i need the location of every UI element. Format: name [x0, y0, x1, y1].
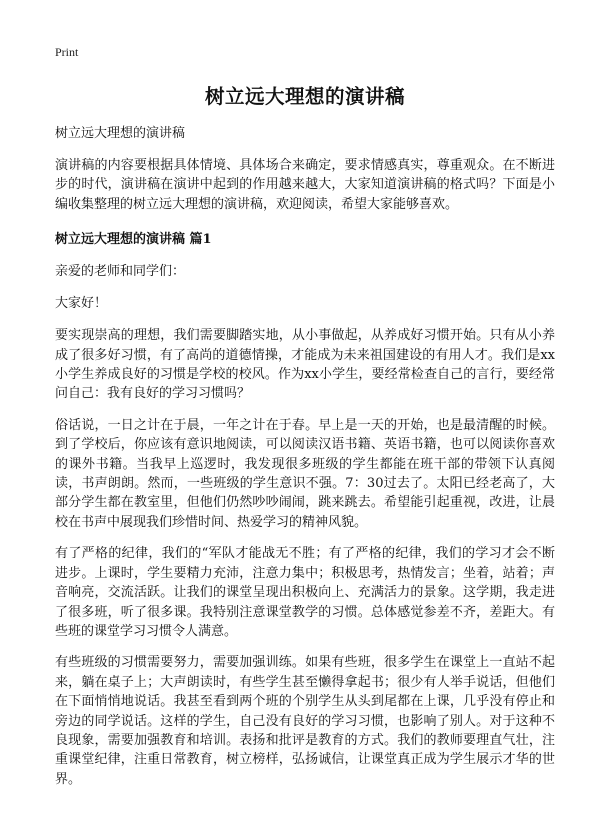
body-paragraph: 要实现崇高的理想，我们需要脚踏实地，从小事做起，从养成好习惯开始。只有从小养成了很多好习惯，有了高尚的道德情操，才能成为未来祖国建设的有用人才。我们是xx小学生养成良好的习惯是学校的校风。作为xx小学生，要经常检查自己的言行，要经常问自己：我有良好的学习习惯吗？: [55, 328, 555, 402]
intro-paragraph: 演讲稿的内容要根据具体情境、具体场合来确定，要求情感真实，尊重观众。在不断进步的时代，演讲稿在演讲中起到的作用越来越大，大家知道演讲稿的格式吗？下面是小编收集整理的树立远大理想的演讲稿，欢迎阅读，希望大家能够喜欢。: [55, 158, 555, 212]
hello-line: 大家好！: [55, 296, 108, 312]
document-subtitle: 树立远大理想的演讲稿: [55, 126, 186, 141]
body-paragraph: 有了严格的纪律，我们的“军队才能战无不胜；有了严格的纪律，我们的学习才会不断进步。上课时，学生要精力充沛，注意力集中；积极思考，热情发言；坐着，站着；声音响亮，交流活跃。让我们的课堂呈现出积极向上、充满活力的景象。这学期，我走进了很多班，听了很多课。我特别注意课堂教学的习惯。总体感觉参差不齐，差距大。有些班的课堂学习习惯令人满意。: [55, 546, 555, 639]
page-title: 树立远大理想的演讲稿: [204, 85, 405, 108]
greeting-line: 亲爱的老师和同学们：: [55, 264, 186, 280]
section-heading: 树立远大理想的演讲稿 篇1: [55, 232, 212, 248]
body-paragraph: 有些班级的习惯需要努力，需要加强训练。如果有些班，很多学生在课堂上一直站不起来，躺在桌子上；大声朗读时，有些学生甚至懒得拿起书；很少有人举手说话，但他们在下面悄悄地说话。我甚至看到两个班的个别学生从头到尾都在上课，几乎没有停止和旁边的同学说话。这样的学生，自己没有良好的学习习惯，也影响了别人。对于这种不良现象，需要加强教育和培训。表扬和批评是教育的方式。我们的教师要理直气壮，注重课堂纪律，注重日常教育，树立榜样，弘扬诚信，让课堂真正成为学生展示才华的世界。: [55, 655, 555, 787]
print-link[interactable]: Print: [55, 45, 79, 59]
body-paragraph: 俗话说，一日之计在于晨，一年之计在于春。早上是一天的开始，也是最清醒的时候。到了学校后，你应该有意识地阅读，可以阅读汉语书籍、英语书籍，也可以阅读你喜欢的课外书籍。当我早上巡逻时，我发现很多班级的学生都能在班干部的带领下认真阅读，书声朗朗。然而，一些班级的学生意识不强。7：30过去了。太阳已经老高了，大部分学生都在教室里，但他们仍然吵吵闹闹，跳来跳去。希望能引起重视，改进，让晨校在书声中展现我们珍惜时间、热爱学习的精神风貌。: [55, 417, 555, 530]
